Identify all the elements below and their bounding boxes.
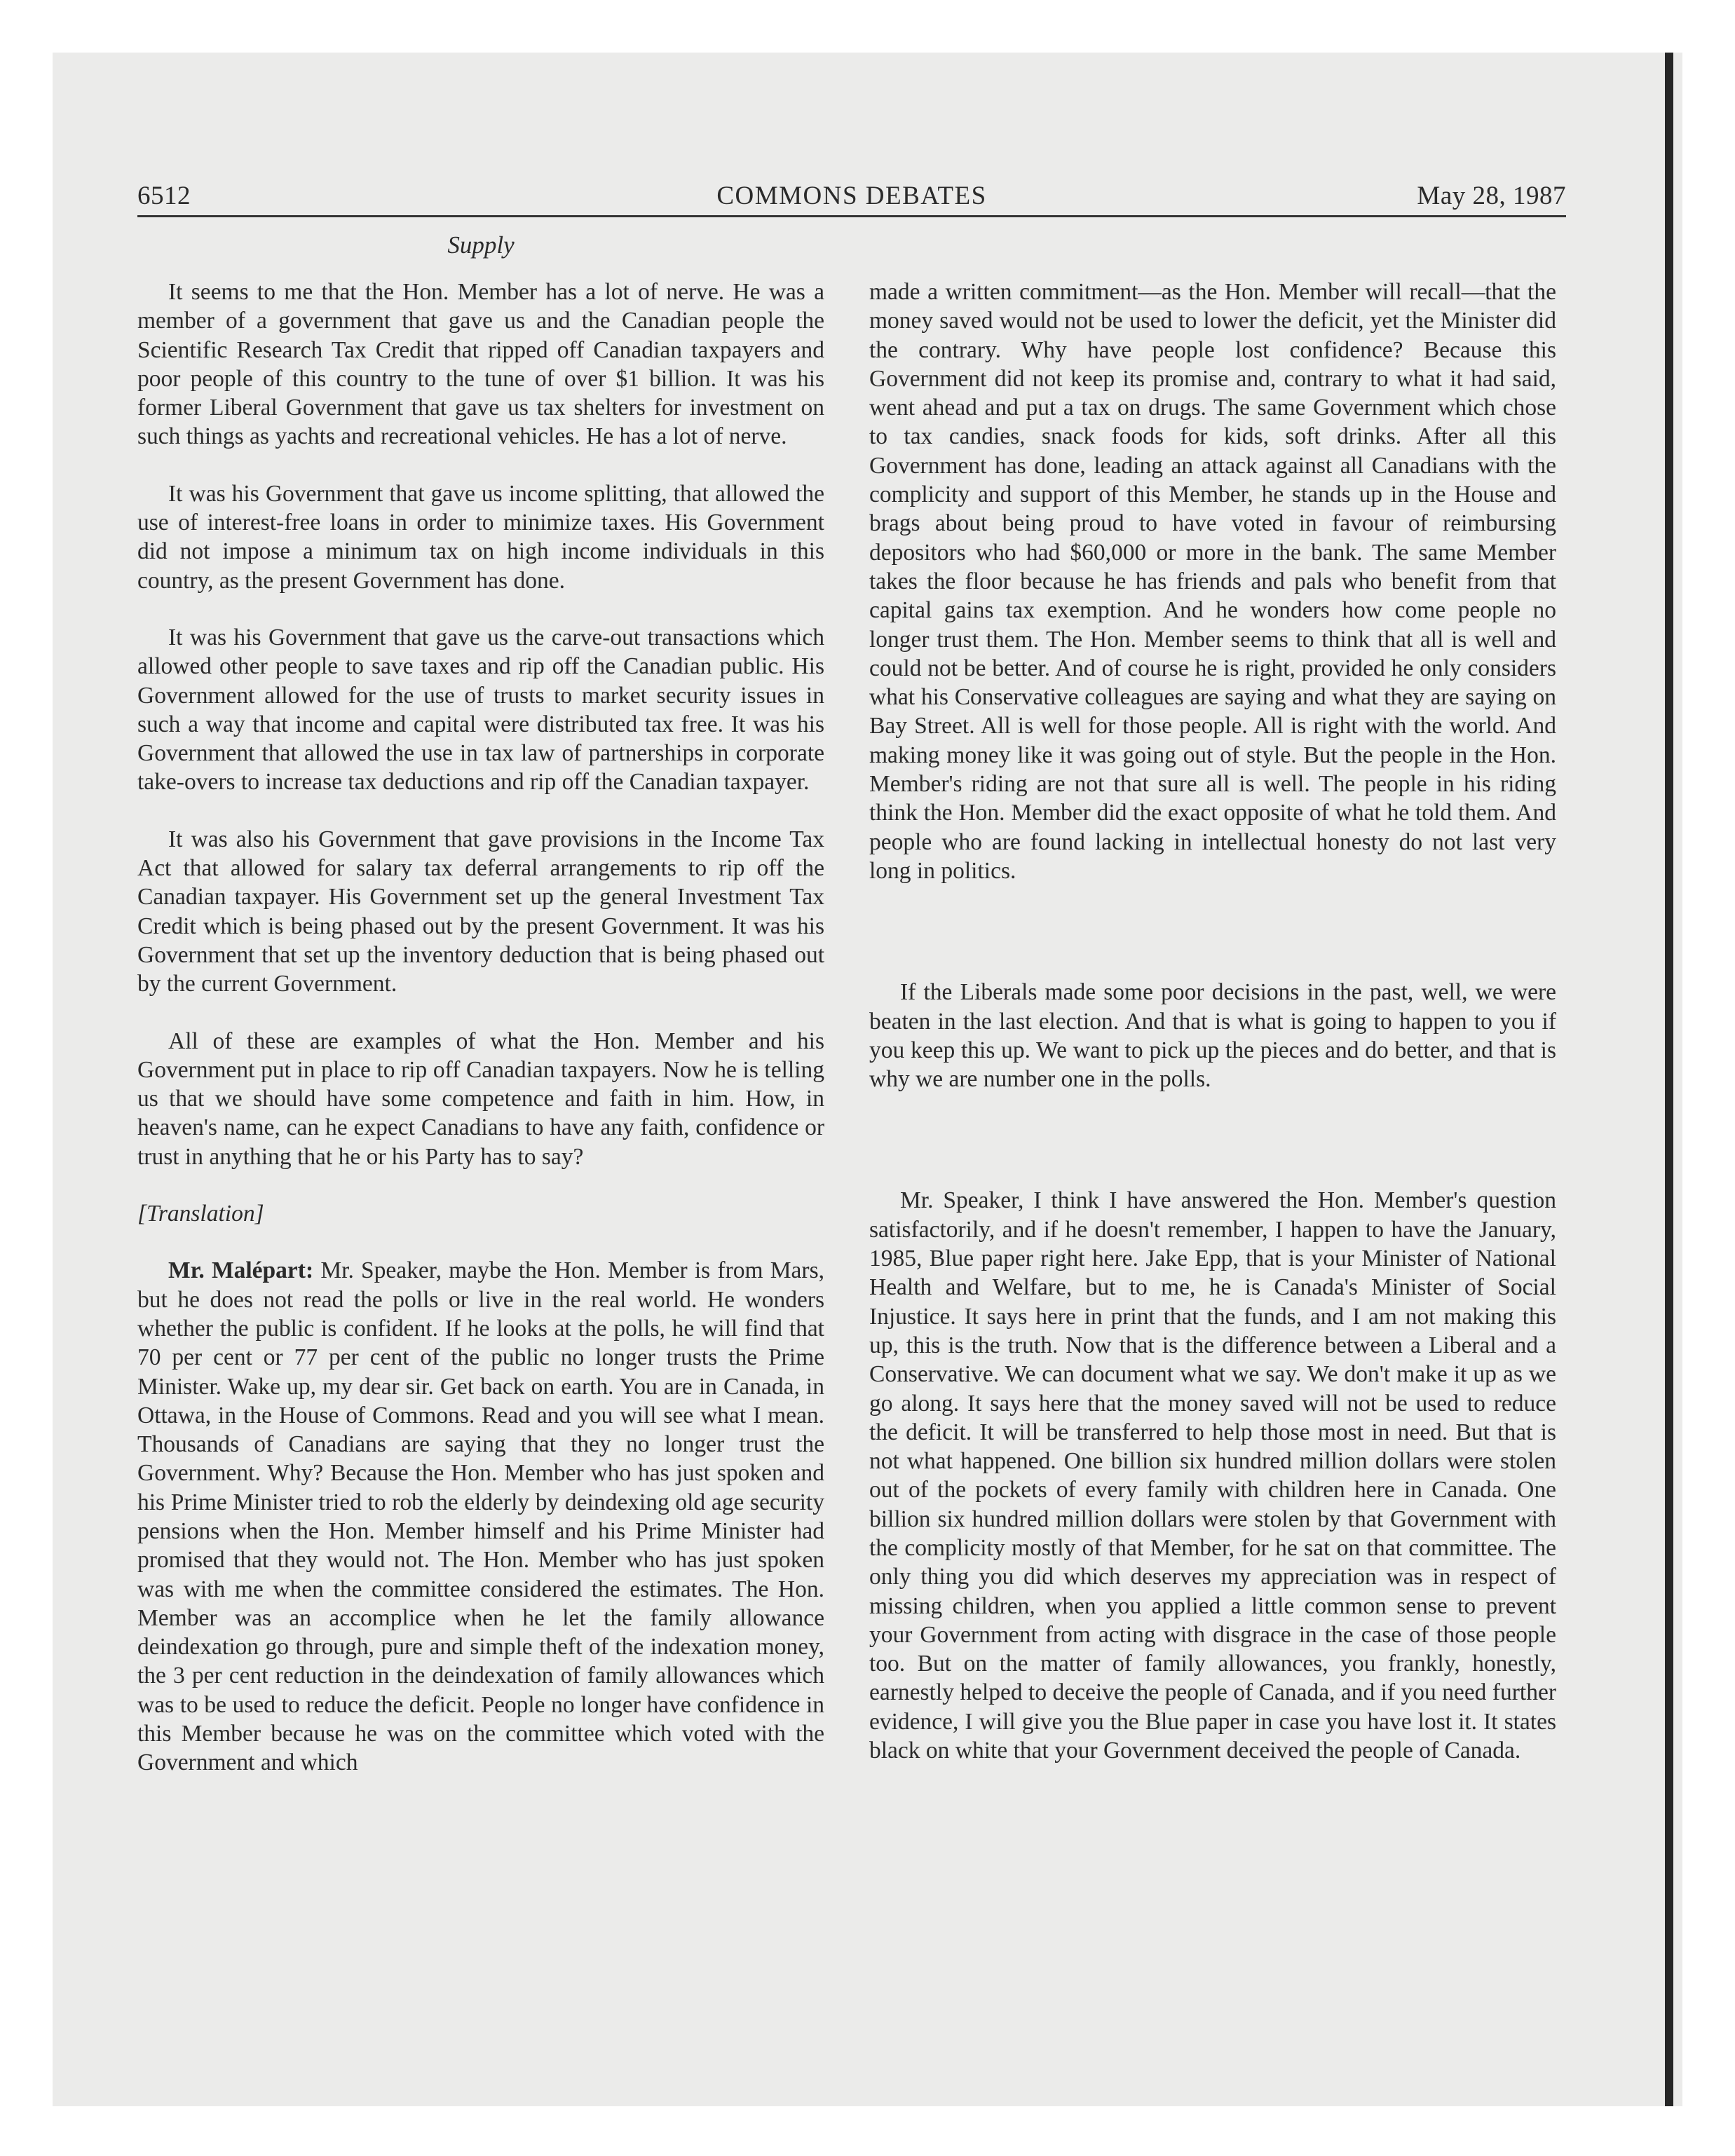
paragraph: Mr. Speaker, I think I have answered the Hon. Member's question satisfactorily, and if he doesn't remember, I happen to have the January, 1985, Blue paper right here. Jake Epp, that is your Minister of National Health and Welfare, but to me, he is Canada's Minister of Social Injustice. It says here in print that the funds, and I am not making this up, this is the truth. Now that is the difference between a Liberal and a Conservative. We can document what we say. We don't make it up as we go along. It says here that the money saved will not be used to reduce the deficit. It will be transferred to help those most in need. But that is not what happened. One billion six hundred million dollars were stolen out of the pockets of every family with children here in Canada. One billion six hundred million dollars were stolen by that Government with the complicity mostly of that Member, for he sat on that committee. The only thing you did which deserves my appreciation was in respect of missing children, when you applied a little common sense to prevent your Government from acting with disgrace in the case of those people too. But on the matter of family allowances, you frankly, honestly, earnestly helped to deceive the people of Canada, and if you need further evidence, I will give you the Blue paper in case you have lost it. It states black on white that your Government deceived the people of Canada. [869, 1187, 1556, 1764]
paragraph: It was also his Government that gave provisions in the Income Tax Act that allowed for salary tax deferral arrangements to rip off the Canadian taxpayer. His Government set up the general Investment Tax Credit which is being phased out by the present Government. It was his Government that set up the inventory deduction that is being phased out by the current Government. [137, 826, 824, 997]
paragraph: made a written commitment—as the Hon. Member will recall—that the money saved would not be used to lower the deficit, yet the Minister did the contrary. Why have people lost confidence? Because this Government did not keep its promise and, contrary to what it had said, went ahead and put a tax on drugs. The same Government which chose to tax candies, snack foods for kids, soft drinks. After all this Government has done, leading an attack against all Canadians with the complicity and support of this Member, he stands up in the House and brags about being proud to have voted in favour of reimbursing depositors who had $60,000 or more in the bank. The same Member takes the floor because he has friends and pals who benefit from that capital gains tax exemption. And he wonders how come people no longer trust them. The Hon. Member seems to think that all is well and could not be better. And of course he is right, provided he only considers what his Conservative colleagues are saying and what they are saying on Bay Street. All is well for those people. All is right with the world. And making money like it was going out of style. But the people in the Hon. Member's riding are not that sure all is well. The people in his riding think the Hon. Member did the exact opposite of what he told them. And people who are found lacking in intellectual honesty do not last very long in politics. [869, 279, 1556, 884]
paragraph-gap [869, 885, 1556, 978]
paragraph: It seems to me that the Hon. Member has a lot of nerve. He was a member of a government that gave us and the Canadian people the Scientific Research Tax Credit that ripped off Canadian taxpayers and poor people of this country to the tune of over $1 billion. It was his former Liberal Government that gave us tax shelters for investment on such things as yachts and recreational vehicles. He has a lot of nerve. [137, 279, 824, 450]
paragraph-gap [137, 1228, 824, 1256]
speech-paragraph [137, 1256, 824, 1777]
publication-title: COMMONS DEBATES [716, 182, 987, 210]
paragraph: If the Liberals made some poor decisions in the past, well, we were beaten in the last election. And that is what is going to happen to you if you keep this up. We want to pick up the pieces and do better, and that is why we are number one in the polls. [869, 979, 1556, 1093]
translation-marker [137, 1199, 824, 1228]
binding-edge-shadow [1665, 53, 1673, 2106]
paragraph-gap [137, 999, 824, 1027]
translation-tag: [Translation] [137, 1201, 264, 1227]
paragraph-gap [869, 1093, 1556, 1186]
speaker-name: Mr. Malépart: [168, 1257, 314, 1284]
running-header [137, 181, 1566, 216]
section-heading: Supply [447, 231, 515, 259]
publication-date: May 28, 1987 [1417, 182, 1566, 210]
left-column [137, 278, 824, 1778]
paragraph-gap [137, 1171, 824, 1199]
paragraph: It was his Government that gave us the carve-out transactions which allowed other people to save taxes and rip off the Canadian public. His Government allowed for the use of trusts to market security issues in such a way that income and capital were distributed tax free. It was his Government that allowed the use in tax law of partnerships in corporate take-overs to increase tax deductions and rip off the Canadian taxpayer. [137, 624, 824, 796]
paragraph-gap [137, 595, 824, 623]
paragraph: It was his Government that gave us income splitting, that allowed the use of interest-free loans in order to minimize taxes. His Government did not impose a minimum tax on high income individuals in this country, as the present Government has done. [137, 480, 824, 594]
page-number: 6512 [137, 182, 191, 210]
paragraph: All of these are examples of what the Hon. Member and his Government put in place to rip off Canadian taxpayers. Now he is telling us that we should have some competence and faith in him. How, in heaven's name, can he expect Canadians to have any faith, confidence or trust in anything that he or his Party has to say? [137, 1028, 824, 1170]
speech-text: Mr. Speaker, maybe the Hon. Member is from Mars, but he does not read the polls or live in the real world. He wonders whether the public is confident. If he looks at the polls, he will find that 70 per cent or 77 per cent of the public no longer trusts the Prime Minister. Wake up, my dear sir. Get back on earth. You are in Canada, in Ottawa, in the House of Commons. Read and you will see what I mean. Thousands of Canadians are saying that they no longer trust the Government. Why? Because the Hon. Member who has just spoken and his Prime Minister tried to rob the elderly by deindexing old age security pensions when the Hon. Member himself and his Prime Minister had promised that they would not. The Hon. Member who has just spoken was with me when the committee considered the estimates. The Hon. Member was an accomplice when he let the family allowance deindexation go through, pure and simple theft of the indexation money, the 3 per cent reduction in the deindexation of family allowances which was to be used to reduce the deficit. People no longer have confidence in this Member because he was on the committee which voted with the Government and which [137, 1257, 824, 1776]
paragraph-gap [137, 797, 824, 825]
header-rule [137, 215, 1566, 217]
right-column [869, 278, 1556, 1765]
paragraph-gap [137, 451, 824, 479]
